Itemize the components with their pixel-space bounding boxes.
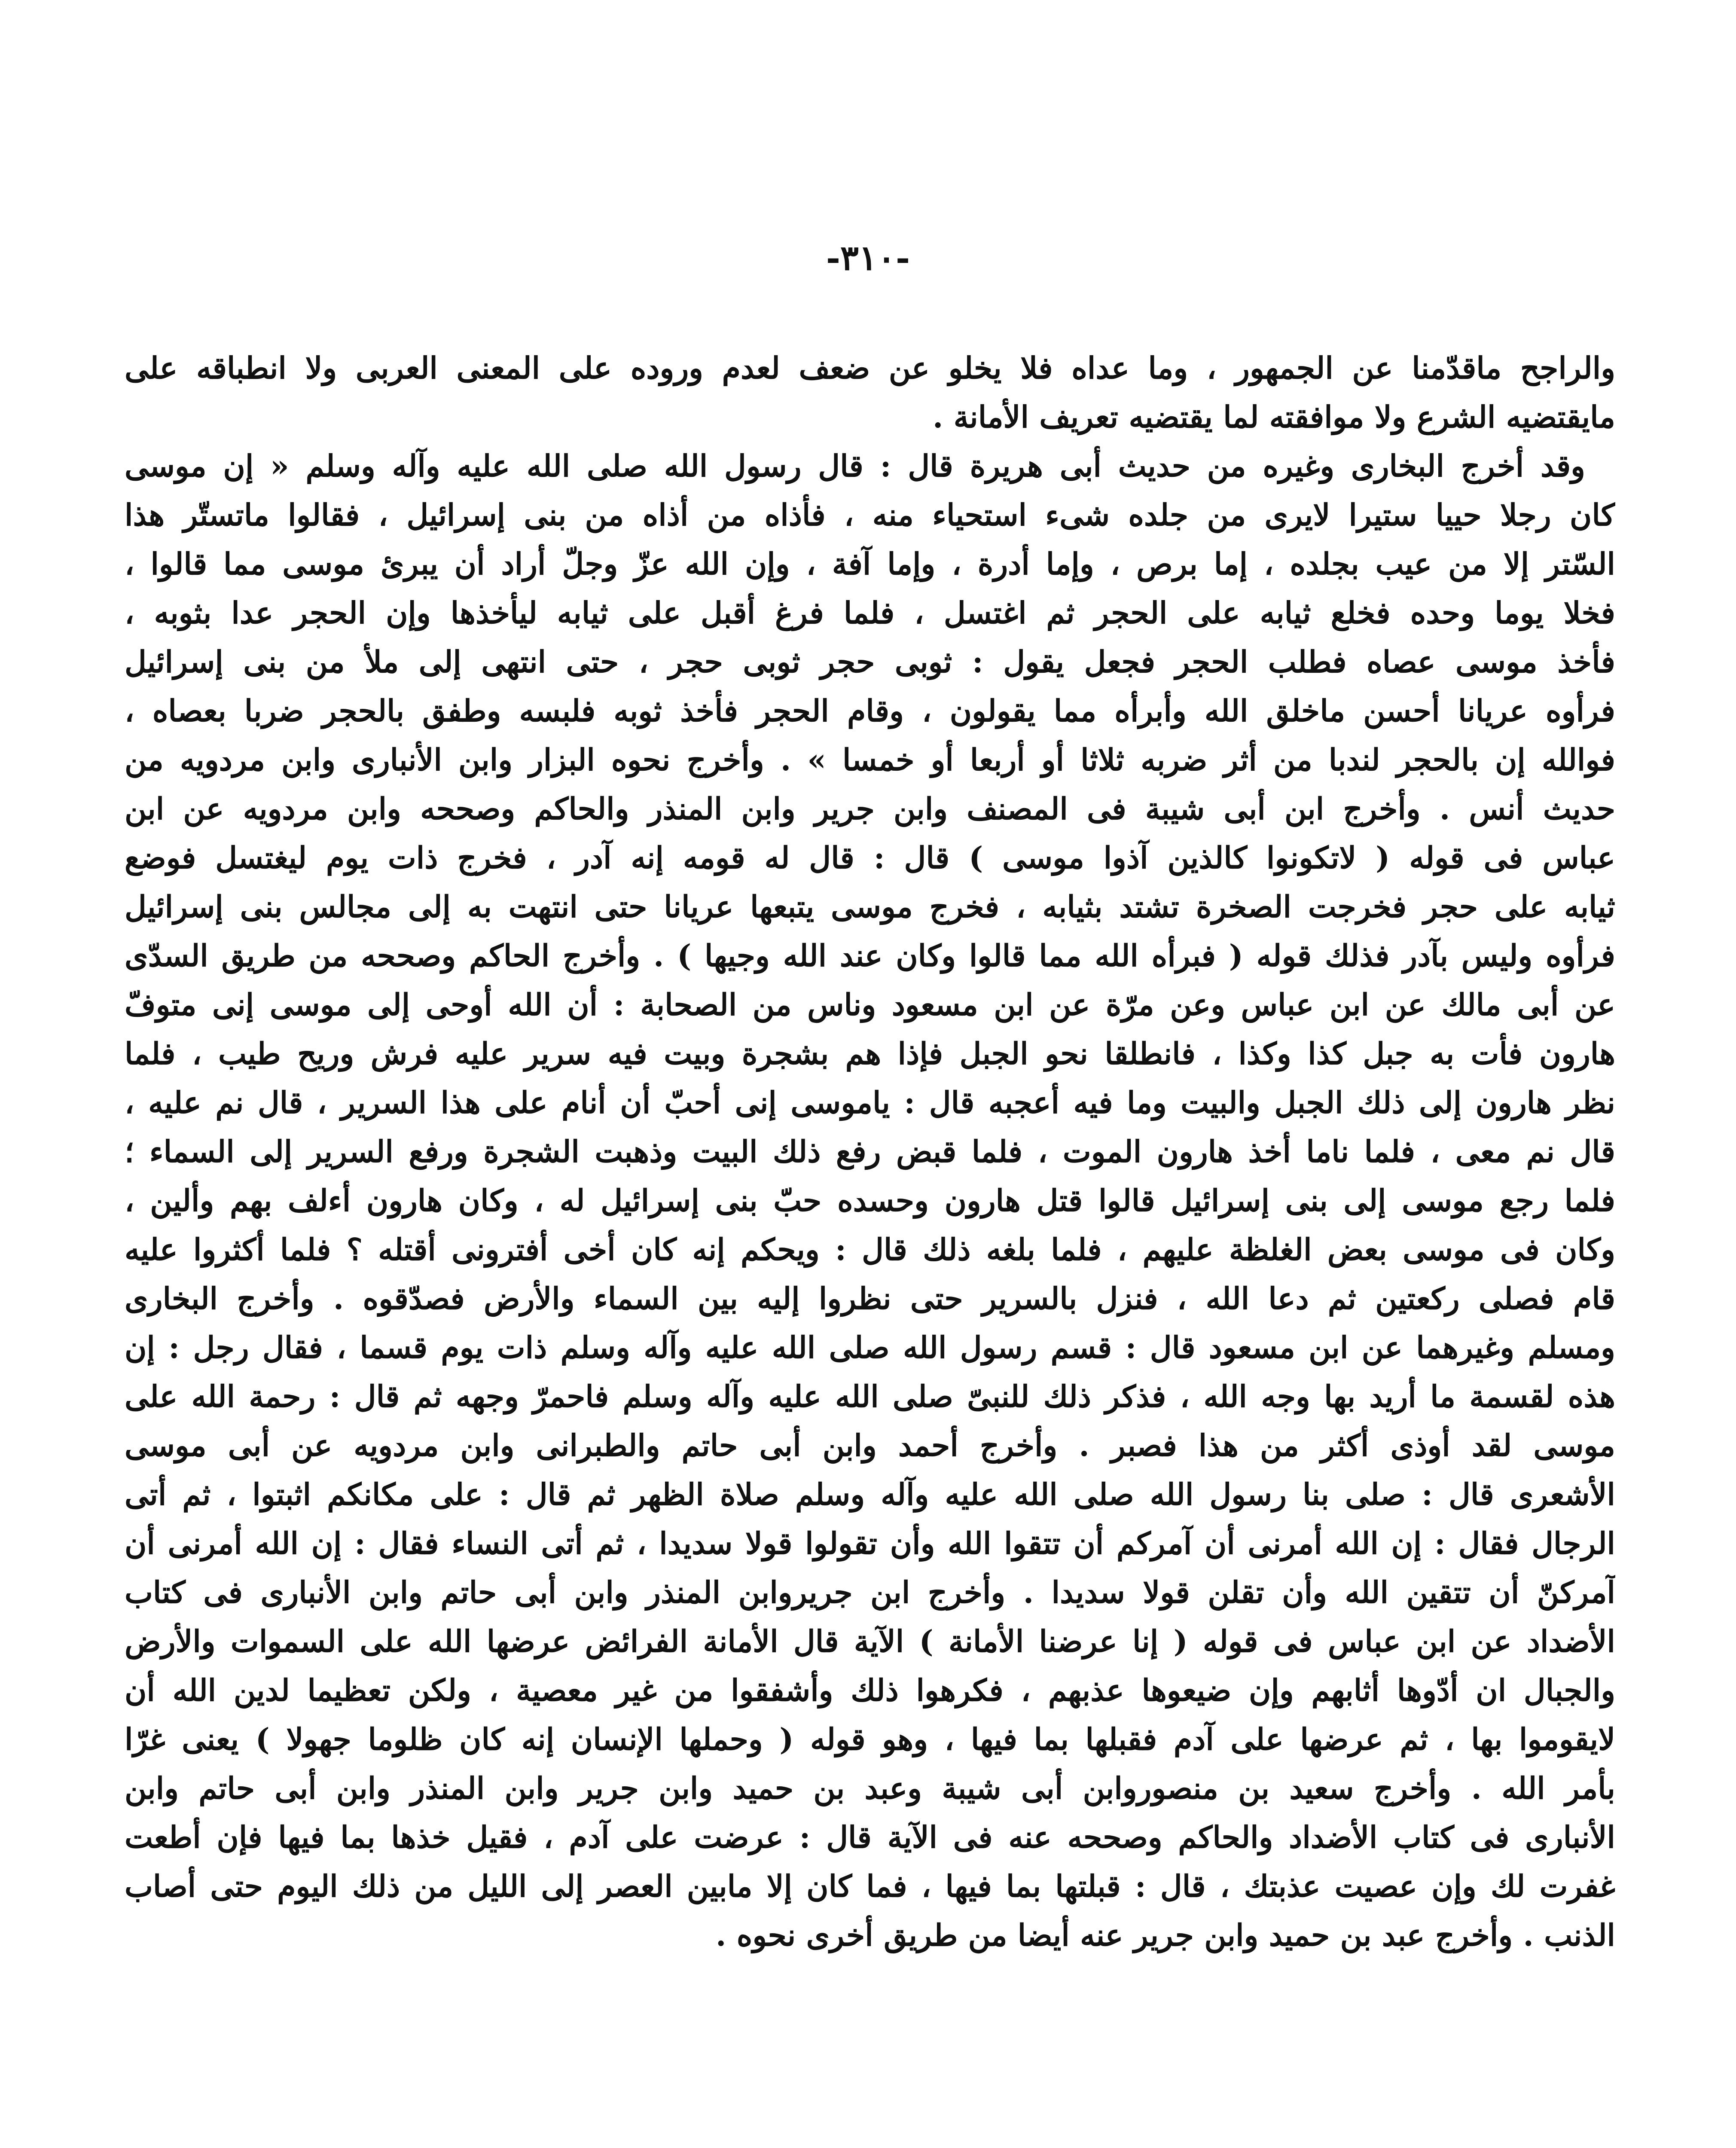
text-line: الرجال فقال : إن الله أمرنى أن آمركم أن تتقوا الله وأن تقولوا قولا سديدا ، ثم أتى النساء فقال : إن الله أمرنى أن	[125, 1526, 1615, 1561]
text-line: فلما رجع موسى إلى بنى إسرائيل قالوا قتل هارون وحسده حبّ بنى إسرائيل له ، وكان هارون أءلف بهم وألين ،	[125, 1183, 1615, 1218]
body-text	[125, 344, 1615, 1960]
text-line: قام فصلى ركعتين ثم دعا الله ، فنزل بالسرير حتى نظروا إليه بين السماء والأرض فصدّقوه . وأخرج البخارى	[125, 1281, 1615, 1316]
text-line: فخلا يوما وحده فخلع ثيابه على الحجر ثم اغتسل ، فلما فرغ أقبل على ثيابه ليأخذها وإن الحجر عدا بثوبه ،	[125, 595, 1615, 631]
text-line: الأضداد عن ابن عباس فى قوله ( إنا عرضنا الأمانة ) الآية قال الأمانة الفرائض عرضها الله على السموات والأرض	[125, 1623, 1615, 1659]
text-line: فأخذ موسى عصاه فطلب الحجر فجعل يقول : ثوبى حجر ثوبى حجر ، حتى انتهى إلى ملأ من بنى إسرائيل	[125, 644, 1615, 680]
text-line: الأنبارى فى كتاب الأضداد والحاكم وصححه عنه فى الآية قال : عرضت على آدم ، فقيل خذها بما فيها فإن أطعت	[125, 1819, 1615, 1855]
text-line: فرأوه عريانا أحسن ماخلق الله وأبرأه مما يقولون ، وقام الحجر فأخذ ثوبه فلبسه وطفق بالحجر ضربا بعصاه ،	[125, 693, 1615, 729]
text-line: هارون فأت به جبل كذا وكذا ، فانطلقا نحو الجبل فإذا هم بشجرة وبيت فيه سرير عليه فرش وريح طيب ، فلما	[125, 1036, 1615, 1071]
text-line: كان رجلا حييا ستيرا لايرى من جلده شىء استحياء منه ، فأذاه من أذاه من بنى إسرائيل ، فقالوا ماتستّر هذا	[125, 497, 1615, 533]
text-line: ومسلم وغيرهما عن ابن مسعود قال : قسم رسول الله صلى الله عليه وآله وسلم ذات يوم قسما ، فقال رجل : إن	[125, 1330, 1615, 1365]
text-line: موسى لقد أوذى أكثر من هذا فصبر . وأخرج أحمد وابن أبى حاتم والطبرانى وابن مردويه عن أبى موسى	[125, 1428, 1615, 1463]
text-line: الذنب . وأخرج عبد بن حميد وابن جرير عنه أيضا من طريق أخرى نحوه .	[715, 1917, 1615, 1953]
text-line: عن أبى مالك عن ابن عباس وعن مرّة عن ابن مسعود وناس من الصحابة : أن الله أوحى إلى موسى إنى متوفّ	[125, 987, 1615, 1022]
text-line: غفرت لك وإن عصيت عذبتك ، قال : قبلتها بما فيها ، فما كان إلا مابين العصر إلى الليل من ذلك اليوم حتى أصاب	[125, 1868, 1615, 1904]
paragraph	[125, 442, 1615, 1960]
text-line: والراجح ماقدّمنا عن الجمهور ، وما عداه فلا يخلو عن ضعف لعدم وروده على المعنى العربى ولا انطباقه على	[125, 350, 1615, 386]
text-line: عباس فى قوله ( لاتكونوا كالذين آذوا موسى ) قال : قال له قومه إنه آدر ، فخرج ذات يوم ليغتسل فوضع	[125, 840, 1615, 876]
text-line: وكان فى موسى بعض الغلظة عليهم ، فلما بلغه ذلك قال : ويحكم إنه كان أخى أفترونى أقتله ؟ فلما أكثروا عليه	[125, 1232, 1615, 1267]
text-line: آمركنّ أن تتقين الله وأن تقلن قولا سديدا . وأخرج ابن جريروابن المنذر وابن أبى حاتم وابن الأنبارى فى كتاب	[125, 1574, 1615, 1610]
text-line: السّتر إلا من عيب بجلده ، إما برص ، وإما أدرة ، وإما آفة ، وإن الله عزّ وجلّ أراد أن يبرئ موسى مما قالوا ،	[125, 546, 1615, 582]
text-line: الأشعرى قال : صلى بنا رسول الله صلى الله عليه وآله وسلم صلاة الظهر ثم قال : على مكانكم اثبتوا ، ثم أتى	[125, 1477, 1615, 1512]
text-line: فرأوه وليس بآدر فذلك قوله ( فبرأه الله مما قالوا وكان عند الله وجيها ) . وأخرج الحاكم وصححه من طريق السدّى	[125, 938, 1615, 973]
text-line: نظر هارون إلى ذلك الجبل والبيت وما فيه أعجبه قال : ياموسى إنى أحبّ أن أنام على هذا السرير ، قال نم عليه ،	[125, 1085, 1615, 1120]
text-line: والجبال ان أدّوها أثابهم وإن ضيعوها عذبهم ، فكرهوا ذلك وأشفقوا من غير معصية ، ولكن تعظيما لدين الله أن	[125, 1672, 1615, 1708]
text-line: ثيابه على حجر فخرجت الصخرة تشتد بثيابه ، فخرج موسى يتبعها عريانا حتى انتهت به إلى مجالس بنى إسرائيل	[125, 889, 1615, 924]
page-number: -٣١٠-	[826, 238, 910, 278]
text-line: مايقتضيه الشرع ولا موافقته لما يقتضيه تعريف الأمانة .	[932, 399, 1615, 435]
text-line: حديث أنس . وأخرج ابن أبى شيبة فى المصنف وابن جرير وابن المنذر والحاكم وصححه وابن مردويه عن ابن	[125, 791, 1615, 827]
text-line: بأمر الله . وأخرج سعيد بن منصوروابن أبى شيبة وعبد بن حميد وابن جرير وابن المنذر وابن أبى حاتم وابن	[125, 1770, 1615, 1806]
text-line: وقد أخرج البخارى وغيره من حديث أبى هريرة قال : قال رسول الله صلى الله عليه وآله وسلم « إن موسى	[125, 448, 1585, 484]
paragraph	[125, 344, 1615, 442]
text-line: هذه لقسمة ما أريد بها وجه الله ، فذكر ذلك للنبىّ صلى الله عليه وآله وسلم فاحمرّ وجهه ثم قال : رحمة الله على	[125, 1379, 1615, 1414]
text-line: قال نم معى ، فلما ناما أخذ هارون الموت ، فلما قبض رفع ذلك البيت وذهبت الشجرة ورفع السرير إلى السماء ؛	[125, 1134, 1615, 1169]
text-line: فوالله إن بالحجر لندبا من أثر ضربه ثلاثا أو أربعا أو خمسا » . وأخرج نحوه البزار وابن الأنبارى وابن مردويه من	[125, 742, 1615, 778]
text-line: لايقوموا بها ، ثم عرضها على آدم فقبلها بما فيها ، وهو قوله ( وحملها الإنسان إنه كان ظلوما جهولا ) يعنى غرّا	[125, 1721, 1615, 1757]
